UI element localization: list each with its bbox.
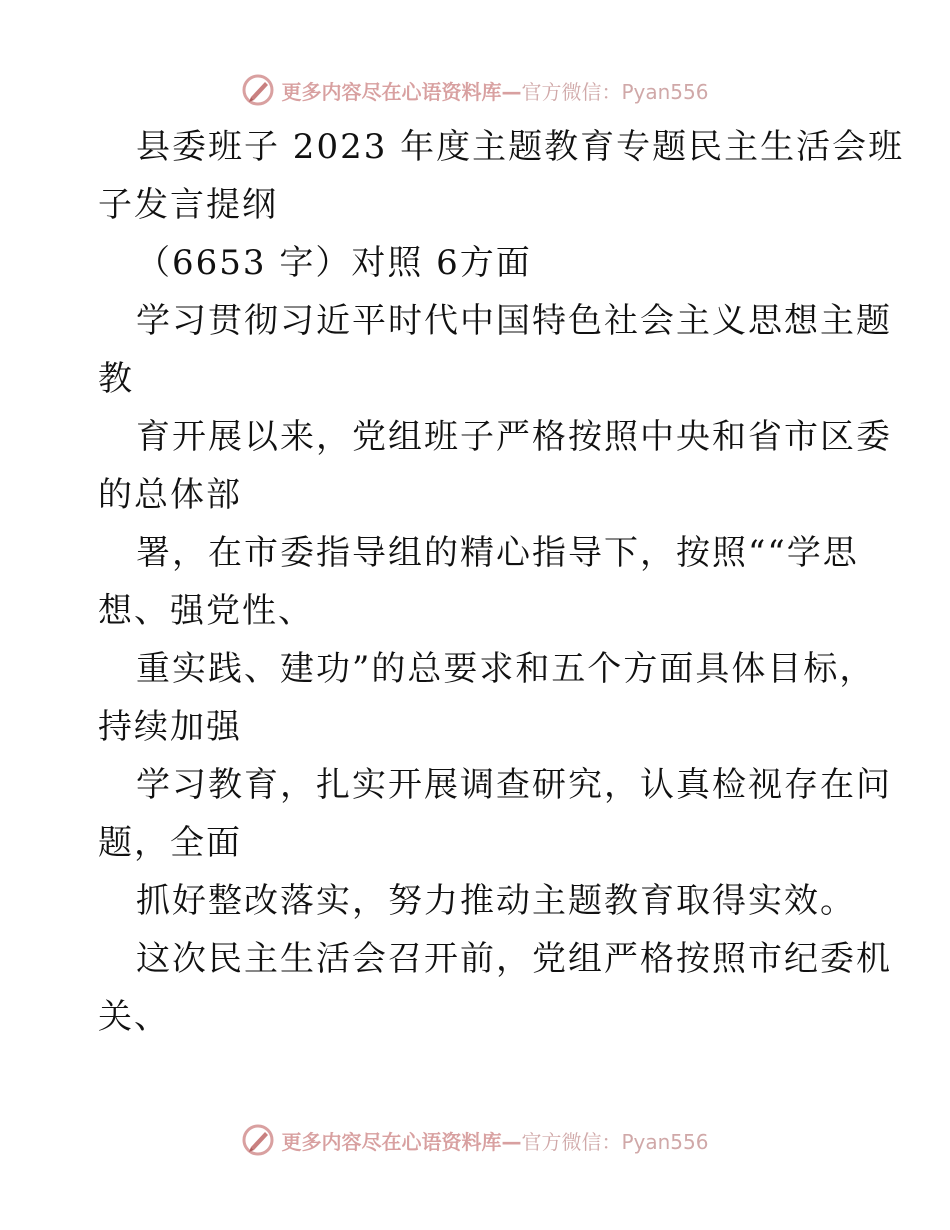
body-line: 学习教育，扎实开展调查研究，认真检视存在问 bbox=[136, 765, 892, 805]
body-line: 的总体部 bbox=[98, 475, 242, 515]
body-line: 重实践、建功”的总要求和五个方面具体目标， bbox=[136, 649, 876, 689]
body-line: 育开展以来，党组班子严格按照中央和省市区委 bbox=[136, 417, 892, 457]
body-line: 想、强党性、 bbox=[98, 591, 314, 631]
document-body bbox=[98, 118, 905, 1046]
footer-watermark bbox=[0, 1120, 950, 1160]
pen-logo-icon bbox=[241, 1123, 275, 1157]
body-line: 抓好整改落实，努力推动主题教育取得实效。 bbox=[136, 881, 856, 921]
word-count-line: （6653 字）对照 6方面 bbox=[136, 243, 532, 283]
body-line: 这次民主生活会召开前，党组严格按照市纪委机 bbox=[136, 939, 892, 979]
body-line: 学习贯彻习近平时代中国特色社会主义思想主题 bbox=[136, 301, 892, 341]
body-line: 署，在市委指导组的精心指导下，按照““学思 bbox=[136, 533, 859, 573]
pen-logo-icon bbox=[241, 73, 275, 107]
title-line-1: 县委班子 2023 年度主题教育专题民主生活会班 bbox=[136, 127, 905, 167]
watermark-site: 更多内容尽在心语资料库— bbox=[281, 79, 522, 104]
body-line: 关、 bbox=[98, 997, 170, 1037]
watermark-site: 更多内容尽在心语资料库— bbox=[281, 1129, 522, 1154]
body-line: 题，全面 bbox=[98, 823, 242, 863]
watermark-wechat: 官方微信：Pyan556 bbox=[521, 79, 709, 104]
header-watermark bbox=[0, 70, 950, 110]
watermark-text bbox=[281, 76, 708, 105]
body-line: 教 bbox=[98, 359, 134, 399]
body-line: 持续加强 bbox=[98, 707, 242, 747]
watermark-wechat: 官方微信：Pyan556 bbox=[521, 1129, 709, 1154]
watermark-text bbox=[281, 1126, 708, 1155]
title-line-2: 子发言提纲 bbox=[98, 185, 278, 225]
